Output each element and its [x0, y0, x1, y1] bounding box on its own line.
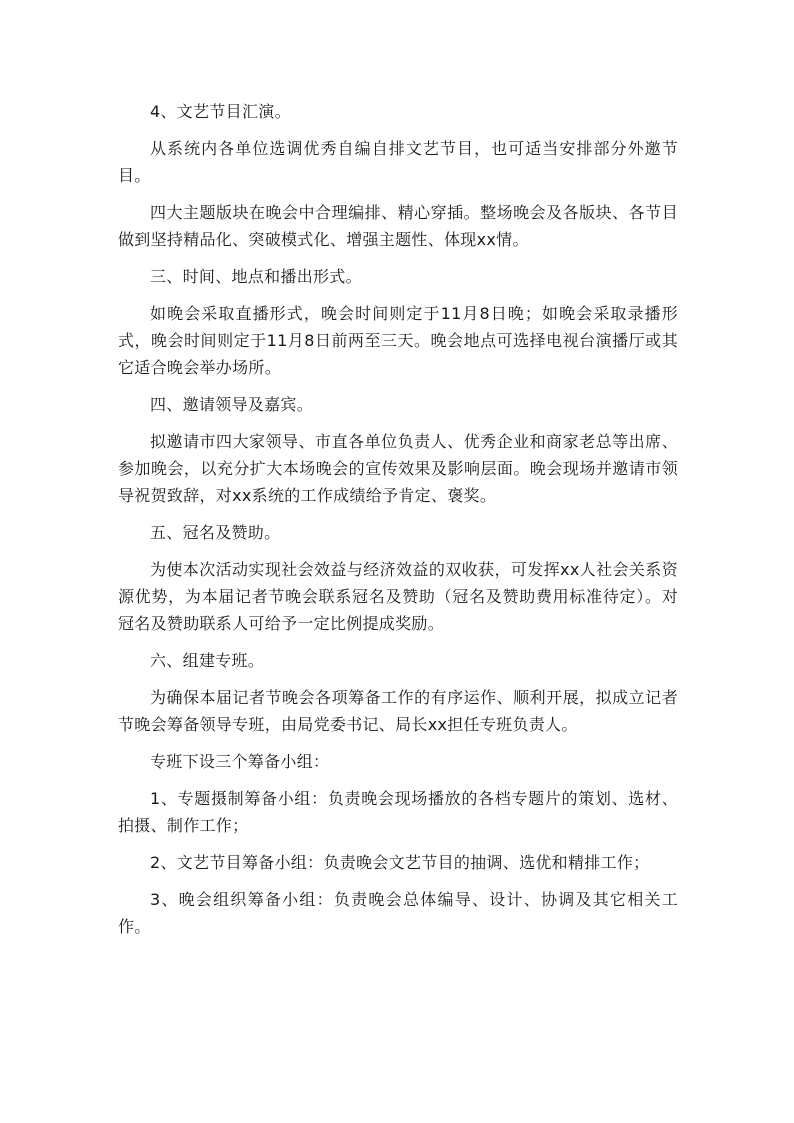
- heading-task-force: 六、组建专班。: [150, 651, 265, 670]
- paragraph-theme-blocks: 四大主题版块在晚会中合理编排、精心穿插。整场晚会及各版块、各节目做到坚持精品化、突破模式化、增强主题性、体现xx情。: [118, 203, 678, 249]
- paragraph-section-4-title: 4、文艺节目汇演。: [150, 102, 291, 121]
- document-body: [118, 98, 678, 950]
- paragraph-program-selection: 从系统内各单位选调优秀自编自排文艺节目，也可适当安排部分外邀节目。: [118, 139, 678, 185]
- list-item-subgroup-2: 2、文艺节目筹备小组：负责晚会文艺节目的抽调、选优和精排工作；: [150, 853, 650, 872]
- paragraph-time-location: 如晚会采取直播形式，晚会时间则定于11月8日晚；如晚会采取录播形式，晚会时间则定于11月8日前两至三天。晚会地点可选择电视台演播厅或其它适合晚会举办场所。: [118, 304, 678, 377]
- heading-time-location: 三、时间、地点和播出形式。: [150, 267, 362, 286]
- list-item-subgroup-1: 1、专题摄制筹备小组：负责晚会现场播放的各档专题片的策划、选材、拍摄、制作工作；: [118, 789, 678, 835]
- heading-sponsorship: 五、冠名及赞助。: [150, 523, 281, 542]
- paragraph-invite-guests: 拟邀请市四大家领导、市直各单位负责人、优秀企业和商家老总等出席、参加晚会，以充分扩大本场晚会的宣传效果及影响层面。晚会现场并邀请市领导祝贺致辞，对xx系统的工作成绩给予肯定、褒奖。: [118, 432, 678, 505]
- heading-invite-guests: 四、邀请领导及嘉宾。: [150, 395, 314, 414]
- paragraph-subgroups-intro: 专班下设三个筹备小组：: [150, 752, 330, 771]
- paragraph-task-force: 为确保本届记者节晚会各项筹备工作的有序运作、顺利开展，拟成立记者节晚会筹备领导专班，由局党委书记、局长xx担任专班负责人。: [118, 688, 678, 734]
- paragraph-sponsorship: 为使本次活动实现社会效益与经济效益的双收获，可发挥xx人社会关系资源优势，为本届记者节晚会联系冠名及赞助（冠名及赞助费用标准待定）。对冠名及赞助联系人可给予一定比例提成奖励。: [118, 560, 678, 633]
- list-item-subgroup-3: 3、晚会组织筹备小组：负责晚会总体编导、设计、协调及其它相关工作。: [118, 890, 678, 936]
